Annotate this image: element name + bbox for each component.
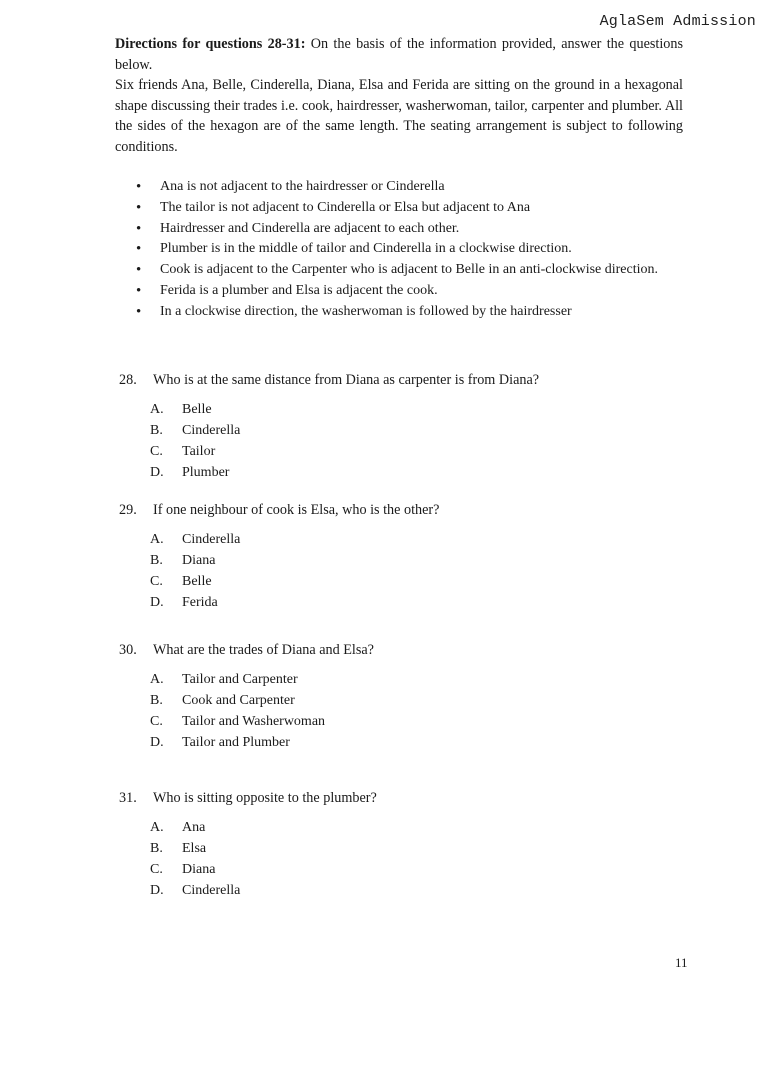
- question-text: Who is sitting opposite to the plumber?: [153, 790, 377, 806]
- option-letter: D.: [150, 883, 164, 898]
- watermark: AglaSem Admission: [599, 13, 756, 30]
- question-29: [115, 500, 683, 613]
- question-30: [115, 640, 683, 753]
- condition-item: • Cook is adjacent to the Carpenter who is adjacent to Belle in an anti-clockwise direction.: [134, 260, 683, 281]
- condition-item: • In a clockwise direction, the washerwoman is followed by the hairdresser: [134, 302, 683, 323]
- option-letter: C.: [150, 574, 163, 589]
- option-text: Cinderella: [182, 423, 241, 438]
- option-text: Plumber: [182, 465, 230, 480]
- option-text: Cinderella: [182, 883, 241, 898]
- option-letter: D.: [150, 735, 164, 750]
- question-number: 29.: [119, 502, 137, 518]
- question-number: 31.: [119, 790, 137, 806]
- option-letter: C.: [150, 714, 163, 729]
- options-list: [150, 399, 683, 483]
- question-28: [115, 370, 683, 483]
- option-letter: A.: [150, 532, 164, 547]
- question-text: If one neighbour of cook is Elsa, who is the other?: [153, 502, 440, 518]
- option-text: Tailor and Washerwoman: [182, 714, 326, 729]
- question-number: 30.: [119, 642, 137, 658]
- options-list: [150, 529, 683, 613]
- option-text: Ferida: [182, 595, 218, 610]
- directions-text: On the basis of the information provided, answer the questions below.: [115, 36, 683, 73]
- option: [150, 669, 683, 690]
- option: [150, 859, 683, 880]
- option-text: Cinderella: [182, 532, 241, 547]
- condition-item: • Plumber is in the middle of tailor and Cinderella in a clockwise direction.: [134, 239, 683, 260]
- option-text: Tailor and Carpenter: [182, 672, 298, 687]
- question-31: [115, 788, 683, 901]
- option: [150, 732, 683, 753]
- option: [150, 690, 683, 711]
- option: [150, 420, 683, 441]
- option: [150, 399, 683, 420]
- condition-item: • The tailor is not adjacent to Cinderella or Elsa but adjacent to Ana: [134, 198, 683, 219]
- option: [150, 838, 683, 859]
- question-number: 28.: [119, 372, 137, 388]
- option-text: Elsa: [182, 841, 207, 856]
- options-list: [150, 669, 683, 753]
- option-letter: B.: [150, 553, 163, 568]
- option-letter: B.: [150, 423, 163, 438]
- directions-heading: Directions for questions 28-31:: [115, 36, 306, 52]
- option-text: Tailor: [182, 444, 216, 459]
- option: [150, 880, 683, 901]
- option-text: Diana: [182, 553, 216, 568]
- option-letter: D.: [150, 595, 164, 610]
- question-text: What are the trades of Diana and Elsa?: [153, 642, 374, 658]
- option: [150, 550, 683, 571]
- document-body: [115, 34, 683, 323]
- option: [150, 571, 683, 592]
- option-letter: D.: [150, 465, 164, 480]
- option-letter: A.: [150, 820, 164, 835]
- condition-item: • Ana is not adjacent to the hairdresser or Cinderella: [134, 177, 683, 198]
- option: [150, 817, 683, 838]
- question-stem: [119, 640, 683, 660]
- condition-item: • Ferida is a plumber and Elsa is adjacent the cook.: [134, 281, 683, 302]
- option-text: Ana: [182, 820, 206, 835]
- conditions-list: [134, 177, 683, 323]
- options-list: [150, 817, 683, 901]
- option-letter: B.: [150, 841, 163, 856]
- option-text: Cook and Carpenter: [182, 693, 295, 708]
- option-letter: B.: [150, 693, 163, 708]
- question-stem: [119, 370, 683, 390]
- intro-paragraph: Six friends Ana, Belle, Cinderella, Diana, Elsa and Ferida are sitting on the ground in a hexagonal shape discussing their trades i.e. cook, hairdresser, washerwoman, tailor, carpenter and plumber. All the sides of the hexagon are of the same length. The seating arrangement is subject to following conditions.: [115, 77, 683, 155]
- option-letter: C.: [150, 862, 163, 877]
- question-text: Who is at the same distance from Diana as carpenter is from Diana?: [153, 372, 540, 388]
- option-text: Belle: [182, 402, 212, 417]
- option: [150, 529, 683, 550]
- option-text: Belle: [182, 574, 212, 589]
- option: [150, 711, 683, 732]
- option: [150, 462, 683, 483]
- option-letter: A.: [150, 402, 164, 417]
- condition-item: • Hairdresser and Cinderella are adjacent to each other.: [134, 219, 683, 240]
- option: [150, 441, 683, 462]
- option-text: Tailor and Plumber: [182, 735, 290, 750]
- option: [150, 592, 683, 613]
- option-letter: C.: [150, 444, 163, 459]
- question-stem: [119, 788, 683, 808]
- option-letter: A.: [150, 672, 164, 687]
- option-text: Diana: [182, 862, 216, 877]
- directions-paragraph: [115, 34, 683, 75]
- question-stem: [119, 500, 683, 520]
- page-number: 11: [675, 955, 688, 970]
